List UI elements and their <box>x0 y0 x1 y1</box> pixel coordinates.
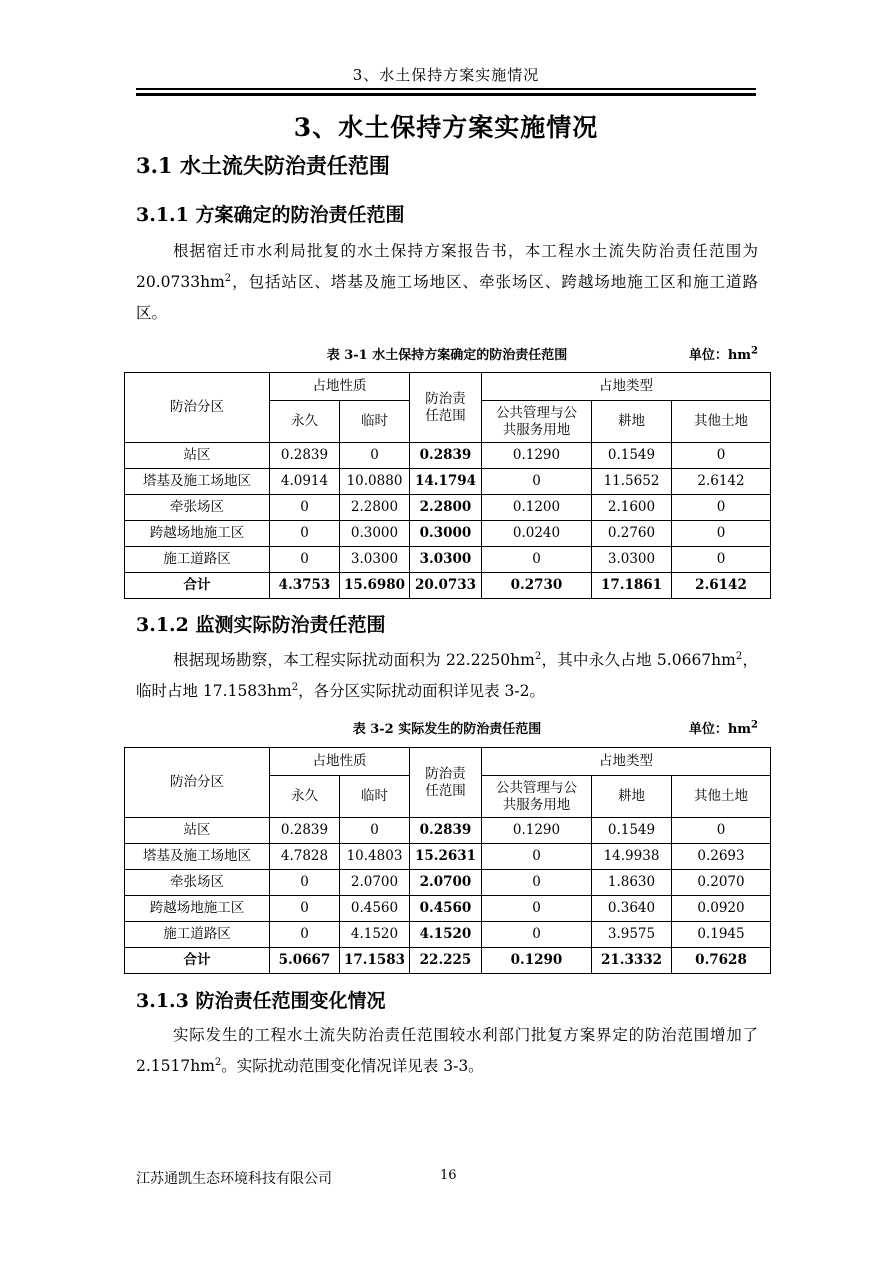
table-cell: 牵张场区 <box>125 870 270 896</box>
table-cell: 2.0700 <box>410 870 482 896</box>
table-cell: 0.2839 <box>410 818 482 844</box>
header-other: 其他土地 <box>672 401 771 443</box>
table-row <box>125 443 771 469</box>
table-cell: 20.0733 <box>410 573 482 599</box>
table-unit-text: 单位：hm <box>688 722 752 737</box>
header-rule-thin <box>136 88 756 90</box>
section-3-1-3-paragraph <box>136 1020 758 1082</box>
superscript: 2 <box>751 345 758 357</box>
table-cell: 3.9575 <box>592 922 672 948</box>
header-public <box>482 401 592 443</box>
table-cell: 17.1861 <box>592 573 672 599</box>
paragraph-text: 根据现场勘察，本工程实际扰动面积为 22.2250hm <box>173 651 535 669</box>
table-cell: 0.3000 <box>410 521 482 547</box>
table-cell: 0 <box>482 922 592 948</box>
table-cell: 牵张场区 <box>125 495 270 521</box>
table-cell: 11.5652 <box>592 469 672 495</box>
table-cell: 0 <box>672 818 771 844</box>
table-cell: 0 <box>482 844 592 870</box>
header-landtype: 占地类型 <box>482 373 771 401</box>
table-cell: 0.2839 <box>270 443 340 469</box>
table-cell: 0 <box>482 870 592 896</box>
table-cell: 0 <box>270 521 340 547</box>
header-scope-line2: 任范围 <box>425 782 466 799</box>
header-farm: 耕地 <box>592 401 672 443</box>
section-3-1-1-paragraph <box>136 236 758 329</box>
table-row <box>125 469 771 495</box>
table-cell: 4.0914 <box>270 469 340 495</box>
table-header-row <box>125 373 771 401</box>
table-cell: 0.1290 <box>482 443 592 469</box>
table-cell: 3.0300 <box>592 547 672 573</box>
header-permanent: 永久 <box>270 776 340 818</box>
section-3-1-3-heading: 3.1.3 防治责任范围变化情况 <box>136 990 386 1012</box>
paragraph-text: 。实际扰动范围变化情况详见表 3-3。 <box>221 1057 484 1075</box>
table-row <box>125 922 771 948</box>
table-cell: 0.0920 <box>672 896 771 922</box>
section-3-1-1-heading: 3.1.1 方案确定的防治责任范围 <box>136 204 405 226</box>
header-nature: 占地性质 <box>270 373 410 401</box>
section-3-1-heading: 3.1 水土流失防治责任范围 <box>136 153 390 178</box>
table-cell: 2.2800 <box>410 495 482 521</box>
table-cell: 合计 <box>125 573 270 599</box>
table-cell: 2.6142 <box>672 469 771 495</box>
table-cell: 0 <box>482 896 592 922</box>
table-total-row <box>125 573 771 599</box>
header-scope-line1: 防治责 <box>425 390 466 407</box>
table-caption-title: 表 3-1 水土保持方案确定的防治责任范围 <box>326 348 568 363</box>
table-cell: 0 <box>482 547 592 573</box>
table-header-row <box>125 748 771 776</box>
table-cell: 10.4803 <box>340 844 410 870</box>
table-total-row <box>125 948 771 974</box>
header-other: 其他土地 <box>672 776 771 818</box>
table-cell: 0.2730 <box>482 573 592 599</box>
table-cell: 站区 <box>125 818 270 844</box>
header-scope <box>410 748 482 818</box>
table-cell: 1.8630 <box>592 870 672 896</box>
table-caption-title: 表 3-2 实际发生的防治责任范围 <box>352 722 542 737</box>
table-cell: 14.9938 <box>592 844 672 870</box>
paragraph-text: ，临时占地 17.1583hm <box>136 651 758 700</box>
header-scope-line1: 防治责 <box>425 765 466 782</box>
table-cell: 4.1520 <box>340 922 410 948</box>
table-cell: 3.0300 <box>340 547 410 573</box>
table-cell: 0.3640 <box>592 896 672 922</box>
table-cell: 15.6980 <box>340 573 410 599</box>
table-cell: 塔基及施工场地区 <box>125 844 270 870</box>
header-public-line1: 公共管理与公 <box>496 404 577 421</box>
table-row <box>125 818 771 844</box>
paragraph-text: ，包括站区、塔基及施工场地区、牵张场区、跨越场地施工区和施工道路区。 <box>136 273 758 322</box>
table-cell: 0.2839 <box>410 443 482 469</box>
table-cell: 0.1945 <box>672 922 771 948</box>
table-cell: 0.7628 <box>672 948 771 974</box>
table-row <box>125 547 771 573</box>
table-cell: 0 <box>482 469 592 495</box>
header-public-line2: 共服务用地 <box>502 421 571 438</box>
table-cell: 施工道路区 <box>125 922 270 948</box>
table-cell: 0.2693 <box>672 844 771 870</box>
table-cell: 0.2839 <box>270 818 340 844</box>
header-public-line2: 共服务用地 <box>502 796 571 813</box>
table-cell: 0.2070 <box>672 870 771 896</box>
table-cell: 跨越场地施工区 <box>125 896 270 922</box>
paragraph-text: ，其中永久占地 5.0667hm <box>541 651 736 669</box>
table-cell: 15.2631 <box>410 844 482 870</box>
header-farm: 耕地 <box>592 776 672 818</box>
table-cell: 10.0880 <box>340 469 410 495</box>
superscript: 2 <box>735 650 743 662</box>
table-cell: 0 <box>270 547 340 573</box>
header-temporary: 临时 <box>340 776 410 818</box>
table-cell: 0 <box>672 495 771 521</box>
paragraph-text: ，各分区实际扰动面积详见表 3-2。 <box>298 682 545 700</box>
table-cell: 4.7828 <box>270 844 340 870</box>
section-3-1-2-paragraph <box>136 645 758 707</box>
running-header: 3、水土保持方案实施情况 <box>352 66 540 84</box>
table-row <box>125 844 771 870</box>
table-cell: 22.225 <box>410 948 482 974</box>
table-cell: 0.1290 <box>482 948 592 974</box>
table-cell: 0.3000 <box>340 521 410 547</box>
header-nature: 占地性质 <box>270 748 410 776</box>
paragraph-text: 根据宿迁市水利局批复的水土保持方案报告书，本工程水土流失防治责任范围为 20.0733hm <box>136 242 758 291</box>
table-cell: 0.4560 <box>410 896 482 922</box>
table-cell: 0 <box>672 521 771 547</box>
table-cell: 0 <box>672 547 771 573</box>
table-cell: 14.1794 <box>410 469 482 495</box>
header-zone: 防治分区 <box>125 748 270 818</box>
superscript: 2 <box>224 272 232 284</box>
table-cell: 施工道路区 <box>125 547 270 573</box>
table-cell: 0.1200 <box>482 495 592 521</box>
table-cell: 21.3332 <box>592 948 672 974</box>
superscript: 2 <box>751 719 758 731</box>
table-cell: 跨越场地施工区 <box>125 521 270 547</box>
table-cell: 2.6142 <box>672 573 771 599</box>
table-unit <box>689 344 758 363</box>
table-cell: 0.0240 <box>482 521 592 547</box>
table-cell: 合计 <box>125 948 270 974</box>
table-cell: 4.3753 <box>270 573 340 599</box>
header-rule-thick <box>136 93 756 96</box>
chapter-title: 3、水土保持方案实施情况 <box>293 113 599 142</box>
table-cell: 0 <box>340 443 410 469</box>
table-cell: 0 <box>672 443 771 469</box>
header-scope-line2: 任范围 <box>425 407 466 424</box>
header-public <box>482 776 592 818</box>
header-permanent: 永久 <box>270 401 340 443</box>
table-row <box>125 896 771 922</box>
table-cell: 2.2800 <box>340 495 410 521</box>
table-cell: 4.1520 <box>410 922 482 948</box>
section-3-1-2-heading: 3.1.2 监测实际防治责任范围 <box>136 614 386 636</box>
header-zone: 防治分区 <box>125 373 270 443</box>
table-cell: 塔基及施工场地区 <box>125 469 270 495</box>
table-cell: 3.0300 <box>410 547 482 573</box>
table-cell: 0.1290 <box>482 818 592 844</box>
table-cell: 0 <box>270 922 340 948</box>
table-row <box>125 495 771 521</box>
table-3-2 <box>124 747 771 974</box>
table-cell: 0 <box>340 818 410 844</box>
table-unit <box>689 718 758 737</box>
table-row <box>125 521 771 547</box>
paragraph-text: 实际发生的工程水土流失防治责任范围较水利部门批复方案界定的防治范围增加了 2.1517hm <box>136 1026 758 1075</box>
page-number: 16 <box>440 1168 457 1183</box>
table-cell: 2.1600 <box>592 495 672 521</box>
header-landtype: 占地类型 <box>482 748 771 776</box>
table-cell: 0.4560 <box>340 896 410 922</box>
table-unit-text: 单位：hm <box>688 348 752 363</box>
table-cell: 站区 <box>125 443 270 469</box>
table-cell: 0 <box>270 896 340 922</box>
header-temporary: 临时 <box>340 401 410 443</box>
superscript: 2 <box>214 1056 222 1068</box>
header-public-line1: 公共管理与公 <box>496 779 577 796</box>
superscript: 2 <box>291 681 299 693</box>
footer-company: 江苏通凯生态环境科技有限公司 <box>136 1171 332 1187</box>
table-row <box>125 870 771 896</box>
table-cell: 0 <box>270 495 340 521</box>
table-cell: 0.1549 <box>592 443 672 469</box>
table-cell: 17.1583 <box>340 948 410 974</box>
superscript: 2 <box>534 650 542 662</box>
table-cell: 0.1549 <box>592 818 672 844</box>
table-cell: 0.2760 <box>592 521 672 547</box>
table-cell: 0 <box>270 870 340 896</box>
table-cell: 2.0700 <box>340 870 410 896</box>
table-3-1 <box>124 372 771 599</box>
table-cell: 5.0667 <box>270 948 340 974</box>
header-scope <box>410 373 482 443</box>
